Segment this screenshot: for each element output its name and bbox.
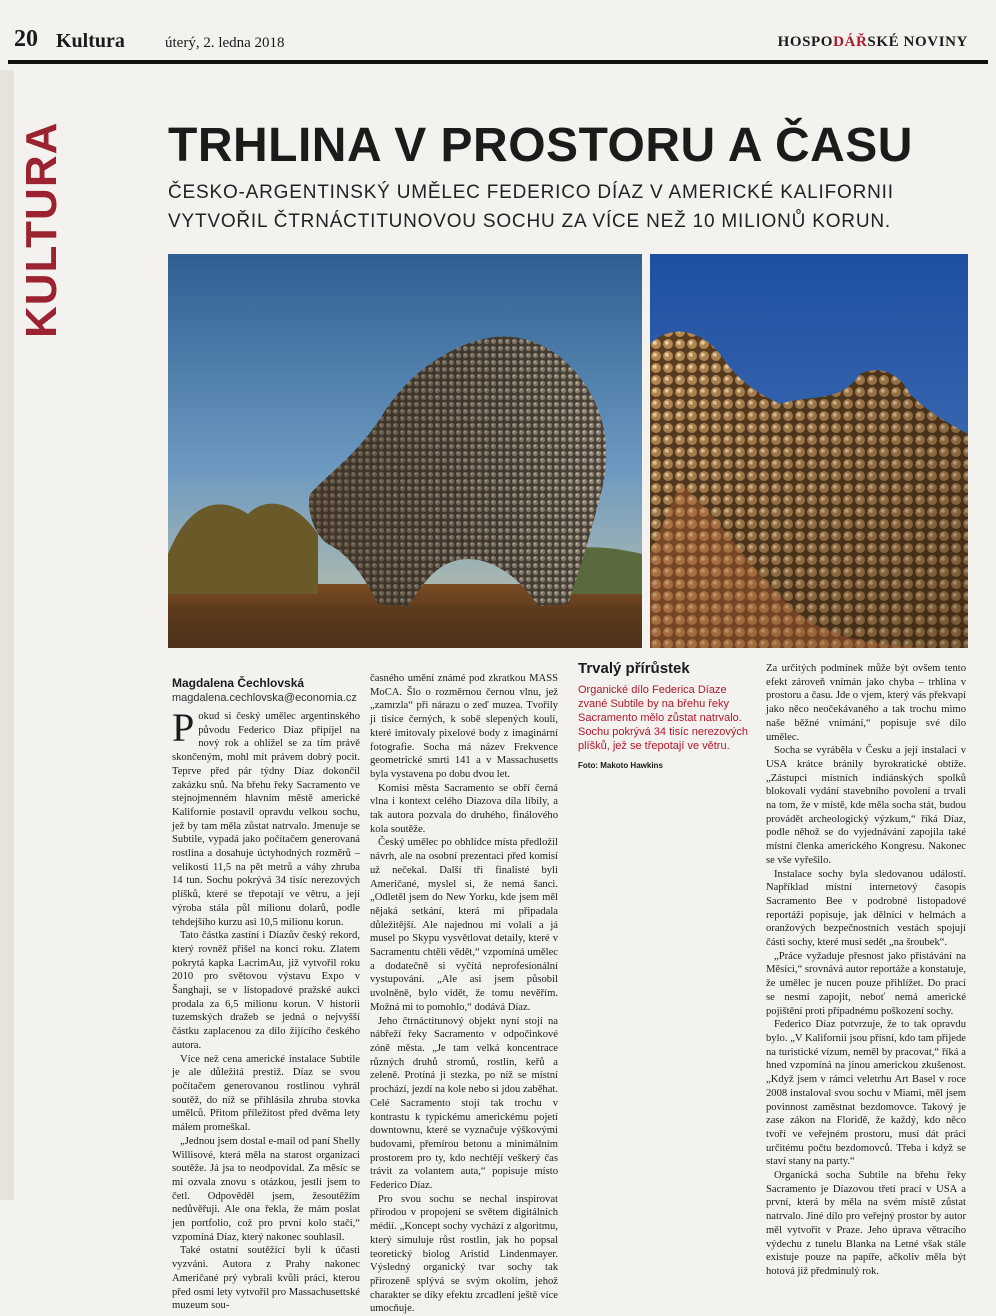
paragraph: Za určitých podmínek může být ovšem tento efekt zároveň vnímán jako chyba – trhlina v prostoru a času. Jde o vjem, který vás překvapí jako něco neočekávaného a tak trochu mimo naše běžné vnímání,“ popisuje své dílo umělec. bbox=[766, 663, 966, 743]
logo-part-1: HOSPO bbox=[777, 34, 834, 50]
article-column-1 bbox=[172, 705, 360, 1312]
sculpture-photo-detail-svg bbox=[650, 254, 968, 648]
vertical-section-label: KULTURA bbox=[17, 121, 66, 339]
paragraph: časného umění známé pod zkratkou MASS MoCA. Šlo o rozměrnou černou vlnu, jež „zamrzla“ při nárazu o zeď muzea. Tvořily ji tisíce černých, k sobě slepených koulí, které imitovaly pixelové body z imaginární fotografie. Socha má název Frekvence geometrické smrti 141 a v Massachusetts byla vystavena po dobu dvou let. bbox=[370, 673, 558, 780]
paragraph bbox=[172, 705, 360, 929]
page-header bbox=[0, 0, 996, 64]
paragraph: Federico Díaz potvrzuje, že to tak opravdu bylo. „V Kalifornii jsou přísní, kdo tam přijede na turistické vízum, neměl by pracovat,“ říká a hned vzpomíná na jinou americkou zkušenost. „Když jsem v rámci veletrhu Art Basel v roce 2008 instaloval svou sochu v Miami, měl jsem povinnost zaměstnat bezdomovce. Takový je zase zákon na Floridě, že každý, kdo něco tvoří ve veřejném prostoru, musí dát práci určitému počtu bezdomovců. Třeba i když se staví stany na party.“ bbox=[766, 1019, 966, 1168]
paragraph: Organická socha Subtile na břehu řeky Sacramento je Díazovou třetí prací v USA a první, která by měla na svém místě zůstat natrvalo. Jiné dílo pro veřejný prostor by autor měl vytvořit v Praze. Jeho úprava větracího výdechu z tunelu Blanka na Letné však stále existuje pouze na papíře, ačkoliv měla být hotová již předminulý rok. bbox=[766, 1170, 966, 1277]
issue-date: úterý, 2. ledna 2018 bbox=[165, 35, 285, 51]
logo-part-2: DÁŘ bbox=[833, 34, 868, 50]
paragraph: Pro svou sochu se nechal inspirovat přírodou v propojení se světem digitálních médií. „Koncept sochy vychází z algoritmu, který simuluje růst rostlin, jak ho popsal teoretický biolog Aristid Lindenmayer. Výsledný organický tvar sochy tak přirozeně splývá se svým okolím, jehož charakter se díky efektu zrcadlení ještě více umocňuje. bbox=[370, 1193, 558, 1315]
caption-text: Organické dílo Federica Díaze zvané Subtile by na břehu řeky Sacramento mělo zůstat natrvalo. Sochu pokrývá 34 tisíc nerezových plíšků, jež se třepotají ve větru. bbox=[578, 684, 748, 752]
author-email: magdalena.cechlovska@economia.cz bbox=[172, 692, 357, 704]
section-name: Kultura bbox=[56, 30, 125, 52]
article-column-2 bbox=[370, 672, 558, 1315]
paragraph: Více než cena americké instalace Subtile je ale důležitá prestiž. Díaz se svou počítačem generovanou rostlinou vyhrál soutěž, do níž se přihlásila zhruba stovka umělců. Přitom příležitost před dvěma lety málem promeškal. bbox=[172, 1053, 360, 1134]
newspaper-logo bbox=[778, 34, 968, 51]
paragraph: Komisi města Sacramento se obří černá vlna i kontext celého Díazova díla líbily, a tak autora pozvala do druhého, finálového kola soutěže. bbox=[370, 782, 558, 835]
paragraph: „Jednou jsem dostal e-mail od paní Shelly Willisové, která měla na starost organizaci soutěže. Já jsa to neodpovídal. Za měsíc se mi ozvala znovu s otázkou, jestli jsem to četl. Odpověděl jsem, žesoutěžím nedůvěřuji. Ale ona řekla, že mám poslat jen portfolio, což pro první kolo stačí,“ vzpomíná Díaz, který nakonec souhlasil. bbox=[172, 1135, 360, 1243]
photo-caption-box bbox=[578, 660, 754, 770]
paragraph: Také ostatní soutěžící byli k účasti vyzváni. Autora z Prahy nakonec Američané prý vybrali kvůli práci, kterou před osmi lety vytvořil pro Massachusettské muzeum sou- bbox=[172, 1245, 360, 1312]
paragraph: Tato částka zastíní i Díazův český rekord, který rovněž přišel na konci roku. Zlatem pokrytá kapka LacrimAu, již vytvořil roku 2010 pro světovou výstavu Expo v Šanghaji, se v listopadové pražské aukci prodala za 6,5 milionu korun. V historii tuzemských dražeb se jedná o nejvyšší částku zaplacenou za dílo žijícího českého autora. bbox=[172, 930, 360, 1051]
author-name: Magdalena Čechlovská bbox=[172, 676, 305, 690]
paragraph: Český umělec po obhlídce místa předložil návrh, ale na osobní prezentaci před komisí už nečekal. Další tři finalisté byli Američané, myslel si, že nemá šanci. „Odletěl jsem do New Yorku, kde jsem měl nějaká setkání, která mi připadala důležitější. Ale najednou mi volali a já musel po Skypu vysvětlovat detaily, které v Sacramentu chtěli vědět,“ vzpomíná umělec a dodatečně si vyčítá neprofesionální vystupování. „Ale asi jsem působil uvolněně, bylo vidět, že tomu nevěřím. Možná mi to pomohlo,“ dodává Díaz. bbox=[370, 837, 558, 1013]
article-title: TRHLINA V PROSTORU A ČASU bbox=[168, 119, 913, 172]
left-margin-strip bbox=[0, 70, 14, 1200]
header-rule bbox=[8, 60, 988, 64]
paragraph: „Práce vyžaduje přesnost jako přistávání na Měsíci,“ srovnává autor reportáže a konstatuje, že umělec je nucen pouze přihlížet. Do prací se nesmí zapojit, neboť nemá americké pojištění proti případnému poškození sochy. bbox=[766, 950, 966, 1017]
logo-part-3: SKÉ NOVINY bbox=[867, 34, 968, 50]
sculpture-photo-wide-svg bbox=[168, 254, 642, 648]
sculpture-photo-detail bbox=[650, 254, 968, 648]
sculpture-photo-wide bbox=[168, 254, 642, 648]
page-number: 20 bbox=[14, 26, 38, 52]
photo-credit: Foto: Makoto Hawkins bbox=[578, 761, 663, 770]
article-subtitle: ČESKO-ARGENTINSKÝ UMĚLEC FEDERICO DÍAZ V AMERICKÉ KALIFORNII VYTVOŘIL ČTRNÁCTITUNOVOU SOCHU ZA VÍCE NEŽ 10 MILIONŮ KORUN. bbox=[168, 182, 894, 232]
drop-cap: P bbox=[172, 705, 195, 750]
article-column-3 bbox=[766, 662, 966, 1277]
byline bbox=[172, 676, 357, 704]
caption-title: Trvalý přírůstek bbox=[578, 660, 690, 677]
paragraph-text: okud si český umělec argentinského původu Federico Díaz připíjel na nový rok a ohlížel se za tím právě skončeným, mohl mít právem dobrý pocit. Teprve před pár týdny Díaz dokončil zakázku snů. Na břehu řeky Sacramento ve stejnojmenném hlavním městě americké Kalifornie postavil opravdu velkou sochu, jež by tam měla zůstat natrvalo. Jmenuje se Subtile, vypadá jako počítačem generovaná rostlina a dosahuje úctyhodných rozměrů – velikosti 11,5 na pět metrů a váhy zhruba 14 tun. Sochu pokrývá 34 tisíc nerezových plíšků, které se třepotají ve větru, a její výroba stála půl milionu dolarů, podle tehdejšího kurzu asi 10,5 milionu korun. bbox=[172, 711, 360, 928]
paragraph: Jeho čtrnáctitunový objekt nyní stojí na nábřeží řeky Sacramento v odpočinkové zóně města. „Je tam velká koncentrace různých druhů stromů, rostlin, keřů a zeleně. Protíná ji stezka, po níž se místní prochází, jezdí na kole nebo si jdou zaběhat. Celé Sacramento stojí tak trochu v kontrastu k typickému americkému pojetí downtownu, které se vyznačuje výškovými budovami, přemírou betonu a minimálním prostorem pro ty, kdo nechtějí veškerý čas trávit za volantem auta,“ popisuje místo Federico Díaz. bbox=[370, 1015, 558, 1192]
paragraph: Socha se vyráběla v Česku a její instalaci v USA krátce bránily byrokratické obtíže. „Zástupci místních indiánských spolků blokovali vydání stavebního povolení a trvali na tom, že v místě, kde měla socha stát, budou provádět archeologický výzkum,“ říká Díaz, podle něhož se do vyjednávání zapojila také místní členka amerického Kongresu. Nakonec se vše vyřešilo. bbox=[766, 745, 966, 866]
paragraph: Instalace sochy byla sledovanou událostí. Například místní internetový časopis Sacramento Bee v podrobné listopadové reportáži popisuje, jak dělníci v helmách a oranžových bezpečnostních vestách spojují části sochy, které musí sedět „na šroubek“. bbox=[766, 868, 966, 949]
